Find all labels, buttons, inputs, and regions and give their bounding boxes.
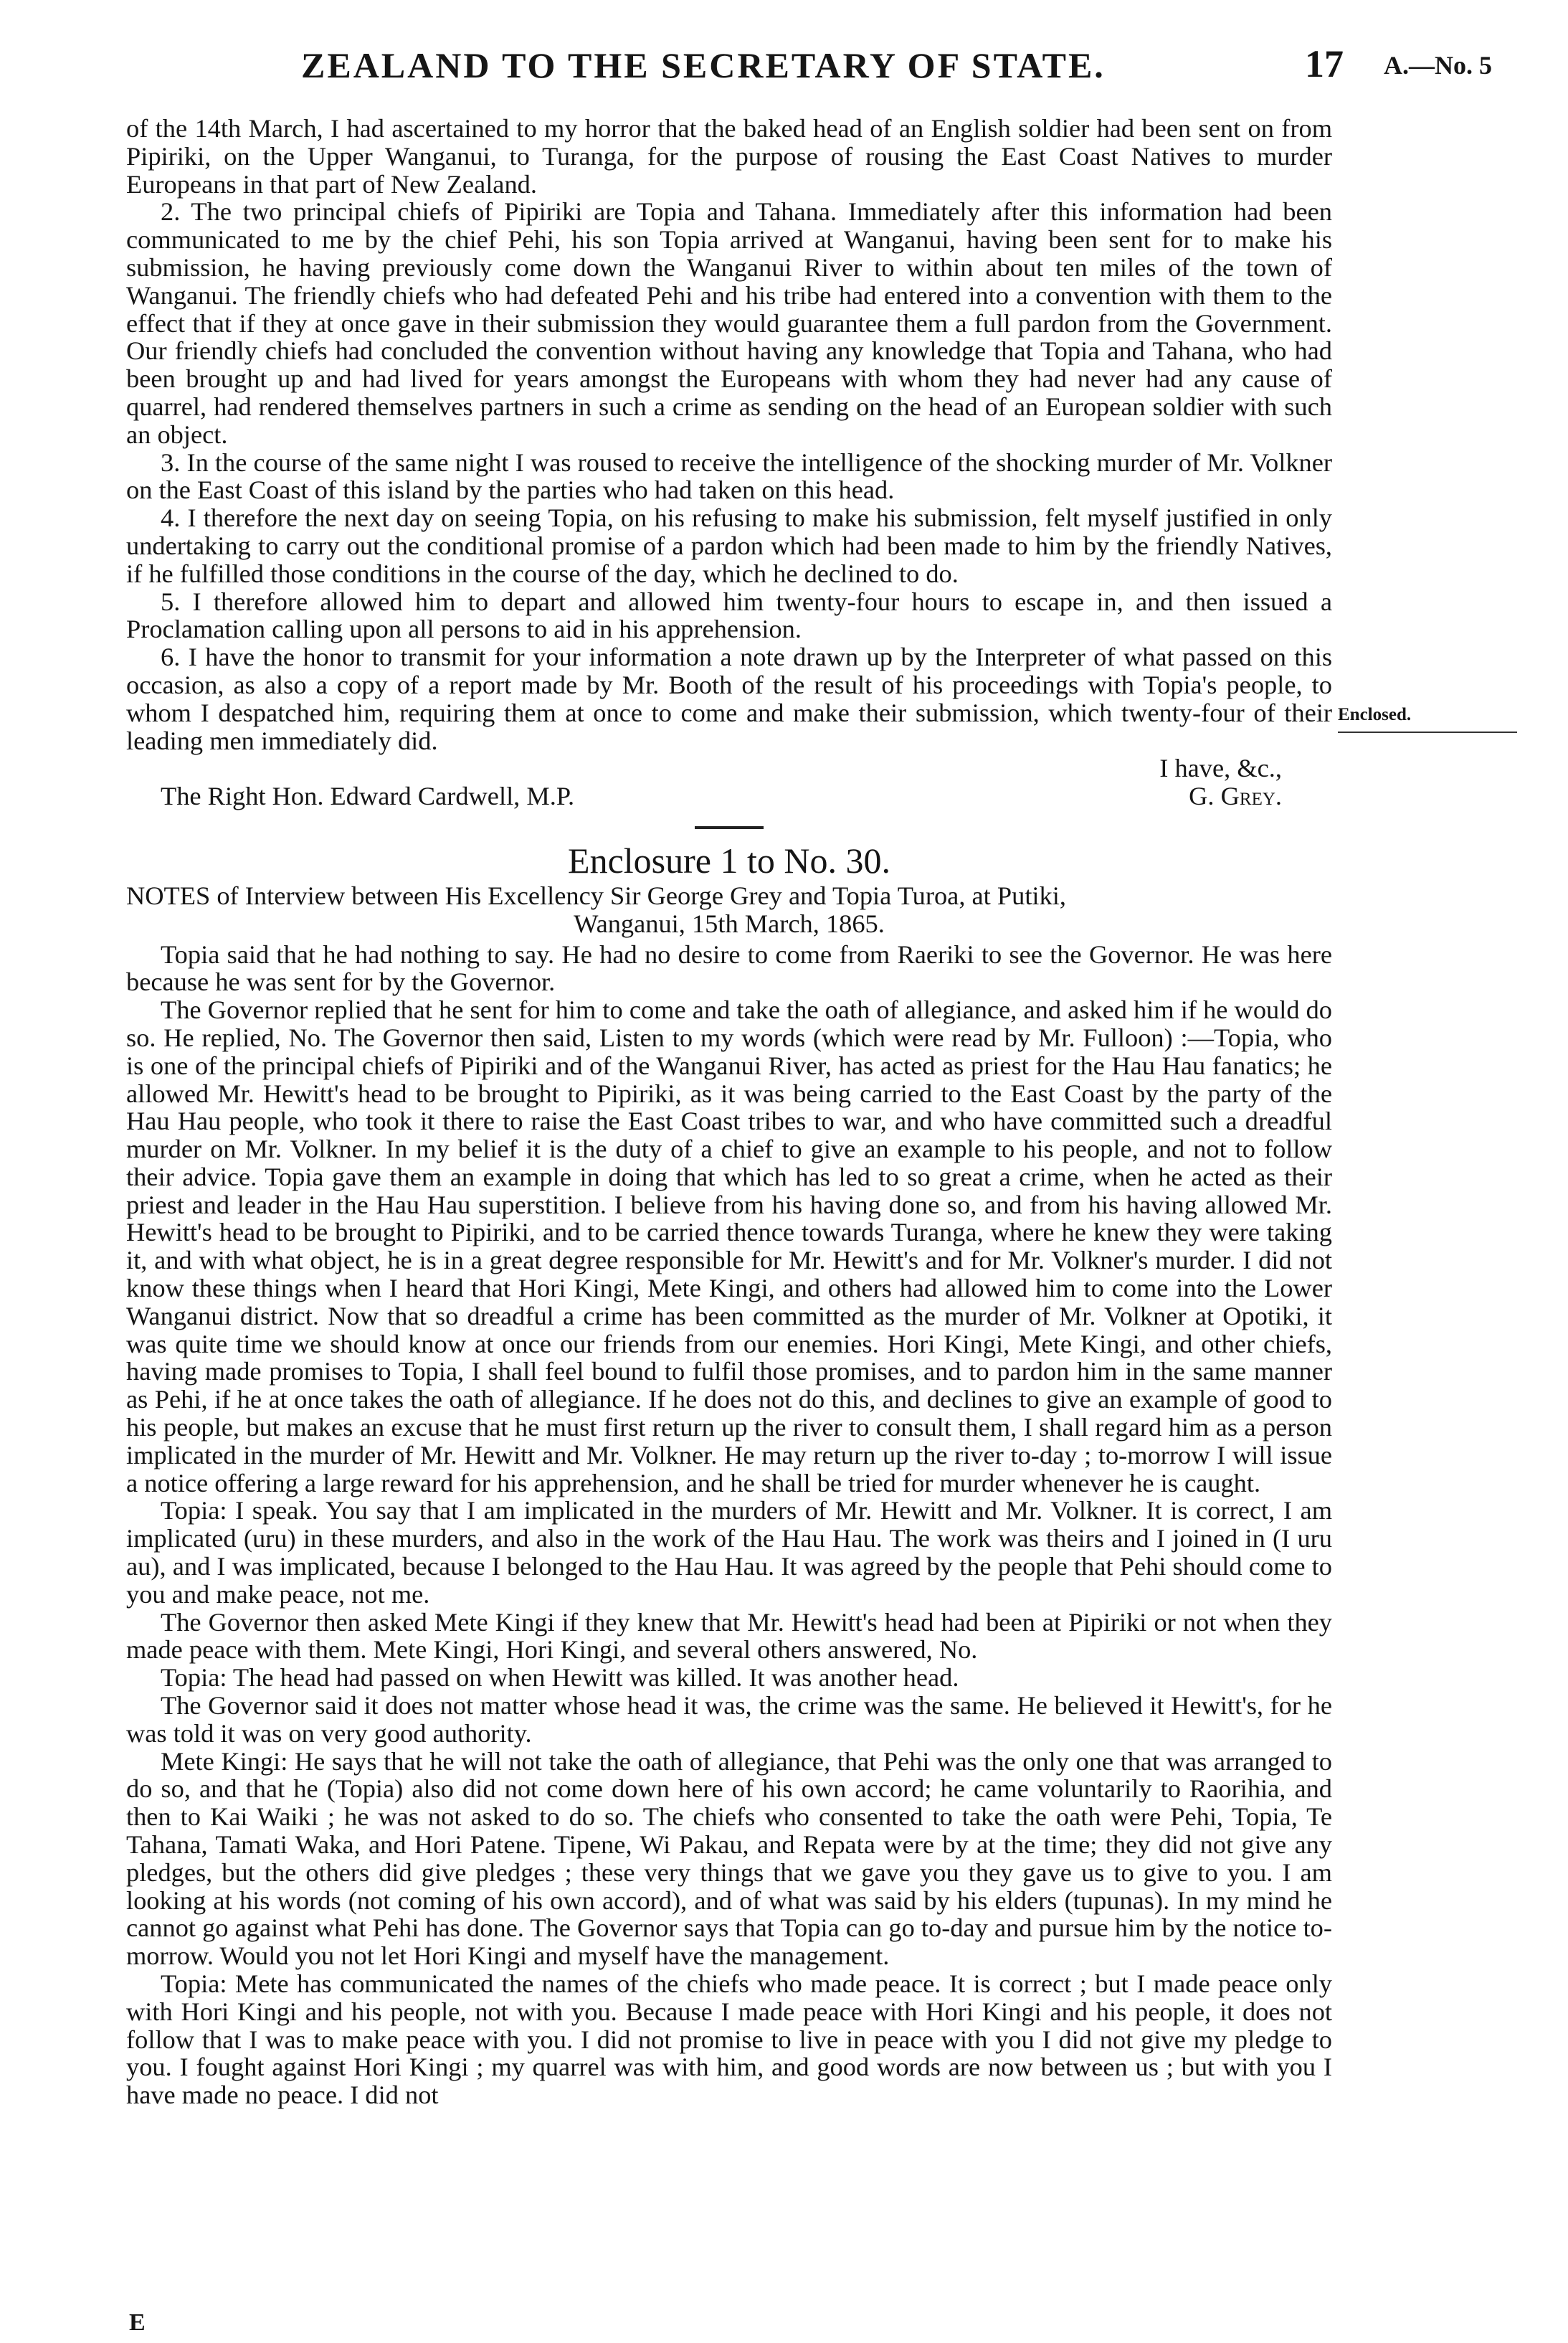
footer-signature-mark: E [129,2309,146,2336]
enclosure-paragraph: The Governor said it does not matter whose head it was, the crime was the same. He believed it Hewitt's, for he was told it was on very good authority. [126,1691,1332,1748]
running-header [0,37,1568,87]
margin-note-enclosed: Enclosed. [1338,705,1412,724]
letter-paragraph-6: 6. I have the honor to transmit for your information a note drawn up by the Interpreter of what passed on this occasion, as also a copy of a report made by Mr. Booth of the result of his proceedings with Topia's people, to whom I despatched him, requiring them at once to come and make their submission, which twenty-four of their leading men immediately did. [126,643,1332,755]
enclosure-subtitle-line1: NOTES of Interview between His Excellency Sir George Grey and Topia Turoa, at Putiki, [126,881,1066,910]
letter-closing-row [126,754,1332,782]
page-body [126,115,1332,2109]
letter-paragraph-5: 5. I therefore allowed him to depart and allowed him twenty-four hours to escape in, and then issued a Proclamation calling upon all persons to aid in his apprehension. [126,587,1332,644]
enclosure-paragraph: The Governor replied that he sent for him to come and take the oath of allegiance, and asked him if he would do so. He replied, No. The Governor then said, Listen to my words (which were read by Mr. Fulloon) :—Topia, who is one of the principal chiefs of Pipiriki and of the Wanganui River, has acted as priest for the Hau Hau fanatics; he allowed Mr. Hewitt's head to be brought to Pipiriki, as it was being carried to the East Coast by the party of the Hau Hau people, who took it there to raise the East Coast tribes to war, and who have committed such a dreadful murder on Mr. Volkner. In my belief it is the duty of a chief to give an example to his people, and not to follow their advice. Topia gave them an example in doing that which has led to so great a crime, when he acted as their priest and leader in the Hau Hau superstition. I believe from his having done so, and from his having allowed Mr. Hewitt's head to be brought to Pipiriki, and to be carried thence towards Turanga, where he knew they were taking it, and with what object, he is in a great degree responsible for Mr. Hewitt's and for Mr. Volkner's murder. I did not know these things when I heard that Hori Kingi, Mete Kingi, and others had allowed him to come into the Lower Wanganui district. Now that so dreadful a crime has been committed as the murder of Mr. Volkner at Opotiki, it was quite time we should know at once our friends from our enemies. Hori Kingi, Mete Kingi, and other chiefs, having made promises to Topia, I shall feel bound to fulfil those promises, and to pardon him in the same manner as Pehi, if he at once takes the oath of allegiance. If he does not do this, and declines to give an example of good to his people, but makes an excuse that he must first return up the river to consult them, I shall regard him as a person implicated in the murder of Mr. Hewitt and Mr. Volkner. He may return up the river to-day ; to-morrow I will issue a notice offering a large reward for his apprehension, and he shall be tried for murder whenever he is caught. [126,995,1333,1497]
margin-rule [1338,732,1517,733]
letter-signature-row [126,782,1332,810]
letter-paragraph-0: of the 14th March, I had ascertained to my horror that the baked head of an English soldier had been sent on from Pipiriki, on the Upper Wanganui, to Turanga, for the purpose of rousing the East Coast Natives to murder Europeans in that part of New Zealand. [126,114,1332,199]
enclosure-paragraph: The Governor then asked Mete Kingi if they knew that Mr. Hewitt's head had been at Pipiriki or not when they made peace with them. Mete Kingi, Hori Kingi, and several others answered, No. [126,1607,1332,1665]
letter-signature: G. Grey. [1189,782,1282,811]
enclosure-paragraph: Topia said that he had nothing to say. He had no desire to come from Raeriki to see the Governor. He was here because he was sent for by the Governor. [126,939,1332,997]
enclosure-paragraph: Topia: Mete has communicated the names of the chiefs who made peace. It is correct ; but I made peace only with Hori Kingi and his people, not with you. Because I made peace with Hori Kingi and his people, it does not follow that I was to make peace with you. I did not promise to live in peace with you I did not give my pledge to you. I fought against Hori Kingi ; my quarrel was with him, and good words are now between us ; but with you I have made no peace. I did not [126,1969,1332,2110]
enclosure-subtitle-line2: Wanganui, 15th March, 1865. [574,909,885,938]
header-title: ZEALAND TO THE SECRETARY OF STATE. [301,45,1106,85]
page-number: 17 [1305,42,1344,85]
series-reference: A.—No. 5 [1384,51,1492,80]
enclosure-title: Enclosure 1 to No. 30. [568,840,890,881]
enclosure-paragraph: Topia: The head had passed on when Hewitt was killed. It was another head. [161,1663,959,1693]
letter-closing: I have, &c., [1159,754,1282,783]
letter-paragraph-4: 4. I therefore the next day on seeing Topia, on his refusing to make his submission, felt myself justified in only undertaking to carry out the conditional promise of a pardon which had been made to him by the friendly Natives, if he fulfilled those conditions in the course of the day, which he declined to do. [126,503,1332,588]
letter-paragraph-2: 2. The two principal chiefs of Pipiriki are Topia and Tahana. Immediately after this information had been communicated to me by the chief Pehi, his son Topia arrived at Wanganui, having been sent for to make his submission, he having previously come down the Wanganui River to within about ten miles of the town of Wanganui. The friendly chiefs who had defeated Pehi and his tribe had entered into a convention with them to the effect that if they at once gave in their submission they would guarantee them a full pardon from the Government. Our friendly chiefs had concluded the convention without having any knowledge that Topia and Tahana, who had been brought up and had lived for years amongst the Europeans with whom they had never had any cause of quarrel, had rendered themselves partners in such a crime as sending on the head of an European soldier with such an object. [126,197,1332,449]
enclosure-paragraph: Topia: I speak. You say that I am implicated in the murders of Mr. Hewitt and Mr. Volkner. It is correct, I am implicated (uru) in these murders, and also in the work of the Hau Hau. The work was theirs and I joined in (I uru au), and I was implicated, because I belonged to the Hau Hau. It was agreed by the people that Pehi should come to you and make peace, not me. [126,1496,1332,1609]
section-divider [695,826,764,829]
letter-paragraph-3: 3. In the course of the same night I was roused to receive the intelligence of the shocking murder of Mr. Volkner on the East Coast of this island by the parties who had taken on this head. [126,448,1332,505]
enclosure-paragraph: Mete Kingi: He says that he will not take the oath of allegiance, that Pehi was the only one that was arranged to do so, and that he (Topia) also did not come down here of his own accord; he came voluntarily to Raorihia, and then to Kai Waiki ; he was not asked to do so. The chiefs who consented to take the oath were Pehi, Topia, Te Tahana, Tamati Waka, and Hori Patene. Tipene, Wi Pakau, and Repata were by at the time; they did not give any pledges, but the others did give pledges ; these very things that we gave you they gave us to give to you. I am looking at his words (not coming of his own accord), and of what was said by his elders (tupunas). In my mind he cannot go against what Pehi has done. The Governor says that Topia can go to-day and pursue him by the notice to-morrow. Would you not let Hori Kingi and myself have the management. [126,1746,1332,1971]
letter-recipient: The Right Hon. Edward Cardwell, M.P. [161,782,575,811]
